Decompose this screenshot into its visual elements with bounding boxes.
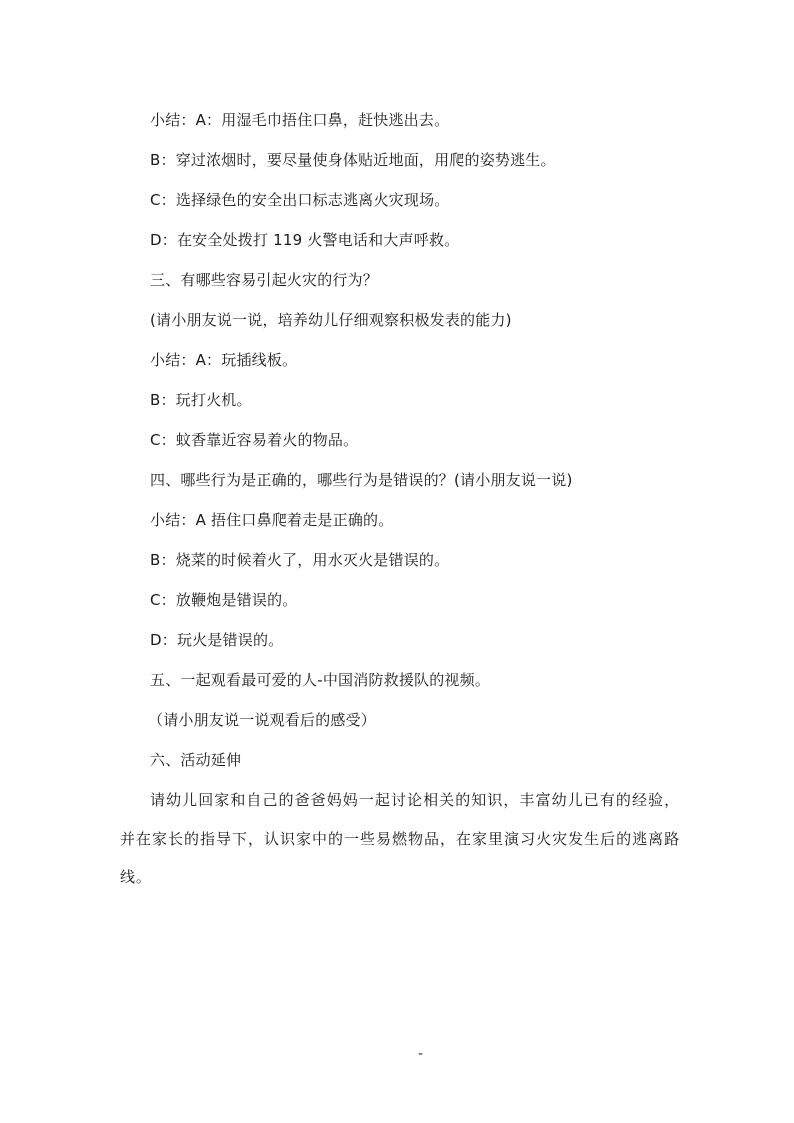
section-six-heading: 六、活动延伸 (150, 751, 242, 769)
section-three-heading: 三、有哪些容易引起火灾的行为？ (150, 271, 379, 289)
summary-three-c-line: C：蚊香靠近容易着火的物品。 (150, 431, 359, 449)
section-four-heading: 四、哪些行为是正确的，哪些行为是错误的？(请小朋友说一说) (150, 471, 573, 489)
section-five-heading: 五、一起观看最可爱的人-中国消防救援队的视频。 (150, 671, 491, 689)
summary-four-c-line: C：放鞭炮是错误的。 (150, 591, 298, 609)
summary-c-line: C：选择绿色的安全出口标志逃离火灾现场。 (150, 191, 450, 209)
section-five-note: （请小朋友说一说观看后的感受） (148, 711, 377, 729)
summary-three-b-line: B：玩打火机。 (150, 391, 252, 409)
summary-b-line: B：穿过浓烟时，要尽量使身体贴近地面，用爬的姿势逃生。 (150, 151, 556, 169)
page-footer-mark: - (418, 1046, 424, 1062)
summary-d-line: D：在安全处拨打 119 火警电话和大声呼救。 (150, 231, 460, 249)
extension-paragraph: 请幼儿回家和自己的爸爸妈妈一起讨论相关的知识，丰富幼儿已有的经验，并在家长的指导下，认识家中的一些易燃物品，在家里演习火灾发生后的逃离路线。 (120, 791, 680, 886)
summary-three-a-line: 小结：A：玩插线板。 (150, 351, 298, 369)
summary-four-d-line: D：玩火是错误的。 (150, 631, 284, 649)
summary-a-line: 小结：A：用湿毛巾捂住口鼻，赶快逃出去。 (150, 111, 450, 129)
summary-four-b-line: B：烧菜的时候着火了，用水灭火是错误的。 (150, 551, 450, 569)
summary-four-a-line: 小结：A 捂住口鼻爬着走是正确的。 (150, 511, 394, 529)
section-three-note: (请小朋友说一说，培养幼儿仔细观察积极发表的能力) (150, 311, 512, 329)
